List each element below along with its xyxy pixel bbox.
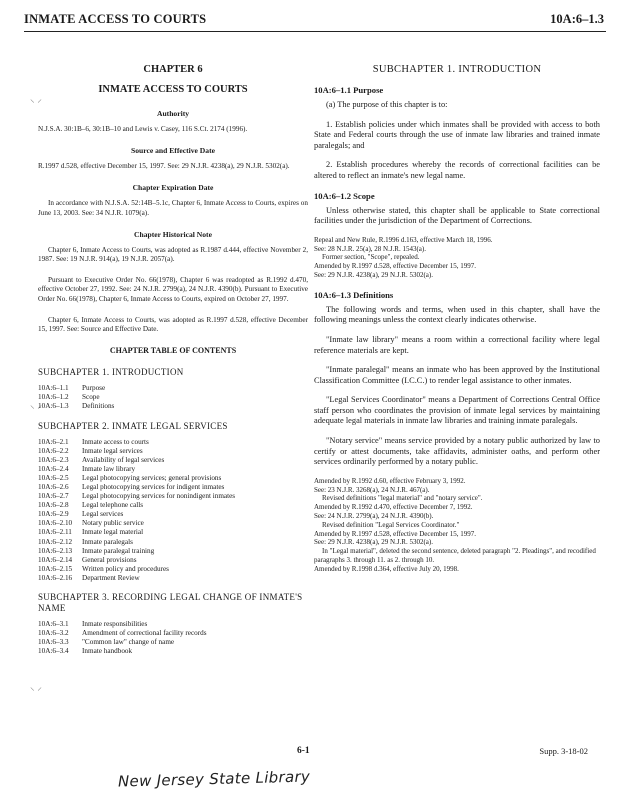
toc-entry-number: 10A:6–1.3 xyxy=(38,402,69,411)
toc-entry xyxy=(38,510,308,519)
scan-mark: ⸜ ⸝ xyxy=(30,683,42,693)
header-section-number: 10A:6–1.3 xyxy=(550,12,604,26)
toc-entry-title: Scope xyxy=(82,393,100,402)
source-heading: Source and Effective Date xyxy=(130,146,215,156)
source-text: R.1997 d.528, effective December 15, 1997. See: 29 N.J.R. 4238(a), 29 N.J.R. 5302(a). xyxy=(38,162,290,171)
toc-entry-number: 10A:6–2.3 xyxy=(38,455,69,464)
toc-entry xyxy=(38,538,308,547)
toc-entry-number: 10A:6–3.3 xyxy=(38,638,69,647)
toc-entry xyxy=(38,519,308,528)
definition-paragraph: "Inmate law library" means a room within a correctional facility where legal reference materials are kept. xyxy=(314,334,600,355)
toc-entry-title: Inmate legal material xyxy=(82,528,144,537)
definition-paragraph: "Legal Services Coordinator" means a Department of Corrections Central Office staff person who coordinates the provision of inmate legal services by maintaining adequate legal materials in inmate law libraries and training inmate paralegals. xyxy=(314,395,600,426)
historical-note-paragraph: Pursuant to Executive Order No. 66(1978), Chapter 6 was readopted as R.1992 d.470, effective October 27, 1992. See: 24 N.J.R. 2799(a), 24 N.J.R. 4390(b). Pursuant to Executive Order No. 66(1978), Chapter 6, Inmate Access to Courts, expired on October 27, 1997. xyxy=(38,276,308,303)
right-column xyxy=(314,64,600,574)
toc-entry-title: Legal photocopying services for nonindigent inmates xyxy=(82,492,236,501)
toc-entry-number: 10A:6–2.14 xyxy=(38,555,73,564)
toc-entry xyxy=(38,492,308,501)
toc-entry-number: 10A:6–1.1 xyxy=(38,384,69,393)
toc-entry xyxy=(38,565,308,574)
history-line: Amended by R.1997 d.528, effective December 15, 1997. xyxy=(314,262,476,271)
toc-entry-title: Inmate handbook xyxy=(82,647,133,656)
toc-entry-title: Legal photocopying services; general provisions xyxy=(82,473,222,482)
toc-entry-title: "Common law" change of name xyxy=(82,638,175,647)
history-line: In "Legal material", deleted the second sentence, deleted paragraph "2. Pleadings", and recodified paragraphs 3. through 11. as 2. through 10. xyxy=(314,547,596,565)
history-line: Amended by R.1992 d.470, effective December 7, 1992. xyxy=(314,503,473,512)
toc-entry-number: 10A:6–2.11 xyxy=(38,528,72,537)
definitions-list xyxy=(314,335,600,468)
history-line: Revised definition "Legal Services Coordinator." xyxy=(322,520,460,529)
scan-mark: ⸜ ⸝ xyxy=(30,401,42,411)
toc-entry-title: Legal photocopying services for indigent inmates xyxy=(82,482,225,491)
library-stamp: New Jersey State Library xyxy=(117,767,311,791)
history-line: See: 29 N.J.R. 4238(a), 29 N.J.R. 5302(a). xyxy=(314,270,433,279)
history-line: See: 23 N.J.R. 3268(a), 24 N.J.R. 467(a). xyxy=(314,485,430,494)
history-line: Repeal and New Rule, R.1996 d.163, effective March 18, 1996. xyxy=(314,235,493,244)
history-line: Amended by R.1997 d.528, effective December 15, 1997. xyxy=(314,529,476,538)
toc-entry xyxy=(38,447,308,456)
toc-entry xyxy=(38,638,308,647)
toc-entry xyxy=(38,393,308,402)
toc-entry-title: Inmate paralegals xyxy=(82,537,133,546)
toc-entry-number: 10A:6–2.4 xyxy=(38,464,69,473)
toc-entry-title: Purpose xyxy=(82,384,106,393)
subchapter-heading: SUBCHAPTER 1. INTRODUCTION xyxy=(372,64,542,75)
toc-entry-number: 10A:6–2.10 xyxy=(38,519,73,528)
toc-subchapter-title: SUBCHAPTER 3. RECORDING LEGAL CHANGE OF INMATE'S NAME xyxy=(38,592,303,614)
toc-entry-title: Definitions xyxy=(82,402,115,411)
history-line: See: 29 N.J.R. 4238(a), 29 N.J.R. 5302(a). xyxy=(314,538,433,547)
history-line: See: 24 N.J.R. 2799(a), 24 N.J.R. 4390(b). xyxy=(314,512,434,521)
purpose-intro: (a) The purpose of this chapter is to: xyxy=(326,100,448,109)
toc-entry xyxy=(38,465,308,474)
section-heading-purpose: 10A:6–1.1 Purpose xyxy=(314,85,384,95)
toc-entry-title: Inmate law library xyxy=(82,464,136,473)
toc-entry-number: 10A:6–2.9 xyxy=(38,510,69,519)
table-of-contents xyxy=(38,367,308,665)
toc-entry-title: Availability of legal services xyxy=(82,455,165,464)
toc-entry xyxy=(38,620,308,629)
definitions-history-note xyxy=(314,477,600,574)
toc-entry-title: Amendment of correctional facility records xyxy=(82,629,207,638)
purpose-item: 1. Establish policies under which inmates shall be provided with access to both State and Federal courts through the use of inmate law libraries and trained inmate paralegals; and xyxy=(314,119,600,150)
toc-entry-number: 10A:6–2.13 xyxy=(38,546,73,555)
toc-entry-title: General provisions xyxy=(82,555,137,564)
history-line: See: 28 N.J.R. 25(a), 28 N.J.R. 1543(a). xyxy=(314,244,426,253)
history-line: Amended by R.1992 d.60, effective February 3, 1992. xyxy=(314,476,466,485)
scope-text: Unless otherwise stated, this chapter shall be applicable to State correctional facilities under the jurisdiction of the Department of Corrections. xyxy=(314,205,600,226)
historical-note-paragraph: Chapter 6, Inmate Access to Courts, was adopted as R.1997 d.528, effective December 15, 1997. See: Source and Effective Date. xyxy=(38,315,308,334)
history-line: Amended by R.1998 d.364, effective July 20, 1998. xyxy=(314,564,459,573)
toc-entry-number: 10A:6–2.1 xyxy=(38,437,69,446)
historical-note-heading: Chapter Historical Note xyxy=(134,229,212,239)
supplement-date: Supp. 3-18-02 xyxy=(539,746,588,756)
toc-entry xyxy=(38,501,308,510)
toc-entry-number: 10A:6–3.1 xyxy=(38,620,69,629)
toc-entry xyxy=(38,402,308,411)
history-line: Revised definitions "legal material" and "notary service". xyxy=(322,494,483,503)
definition-paragraph: "Notary service" means service provided by a notary public authorized by law to certify or attest documents, take affidavits, administer oaths, and perform other services ordinarily performed by a notary public. xyxy=(314,436,600,467)
authority-heading: Authority xyxy=(156,109,190,118)
scope-history-note xyxy=(314,236,600,280)
toc-entry-number: 10A:6–3.4 xyxy=(38,647,69,656)
toc-entry xyxy=(38,384,308,393)
page-number: 6-1 xyxy=(297,746,310,756)
toc-entry xyxy=(38,574,308,583)
purpose-item: 2. Establish procedures whereby the records of correctional facilities can be altered to reflect an inmate's new legal name. xyxy=(314,160,600,180)
scan-mark: ⸜ ⸝ xyxy=(30,95,42,105)
toc-entry-number: 10A:6–2.8 xyxy=(38,501,69,510)
toc-entry-number: 10A:6–2.7 xyxy=(38,492,69,501)
definitions-intro: The following words and terms, when used in this chapter, shall have the following meanings unless the context clearly indicates otherwise. xyxy=(314,304,600,325)
toc-entry-title: Legal telephone calls xyxy=(82,501,144,510)
toc-entry xyxy=(38,556,308,565)
chapter-number: CHAPTER 6 xyxy=(143,64,203,75)
toc-entry-title: Inmate paralegal training xyxy=(82,546,155,555)
toc-entry-number: 10A:6–2.12 xyxy=(38,537,73,546)
toc-entry xyxy=(38,629,308,638)
toc-entry-number: 10A:6–2.5 xyxy=(38,473,69,482)
toc-entry xyxy=(38,456,308,465)
toc-entry-title: Inmate responsibilities xyxy=(82,620,148,629)
toc-subchapter-title: SUBCHAPTER 2. INMATE LEGAL SERVICES xyxy=(38,420,228,431)
toc-heading: CHAPTER TABLE OF CONTENTS xyxy=(109,346,237,356)
toc-entry-title: Written policy and procedures xyxy=(82,564,169,573)
toc-entry xyxy=(38,647,308,656)
toc-entry-title: Legal services xyxy=(82,510,124,519)
toc-entry-title: Notary public service xyxy=(82,519,144,528)
section-heading-scope: 10A:6–1.2 Scope xyxy=(314,190,375,201)
toc-entry-number: 10A:6–1.2 xyxy=(38,393,69,402)
toc-entry-number: 10A:6–2.15 xyxy=(38,564,73,573)
toc-entry xyxy=(38,547,308,556)
header-title: INMATE ACCESS TO COURTS xyxy=(24,12,207,26)
header-rule xyxy=(24,31,606,32)
toc-entry xyxy=(38,438,308,447)
toc-entry xyxy=(38,528,308,537)
left-column xyxy=(38,64,308,665)
toc-entry-title: Department Review xyxy=(82,573,140,582)
toc-entry-title: Inmate legal services xyxy=(82,446,143,455)
definition-paragraph: "Inmate paralegal" means an inmate who has been approved by the Institutional Classification Committee (I.C.C.) to render legal assistance to other inmates. xyxy=(314,365,600,385)
section-heading-definitions: 10A:6–1.3 Definitions xyxy=(314,289,394,300)
toc-entry-number: 10A:6–2.6 xyxy=(38,482,69,491)
toc-entry-number: 10A:6–2.2 xyxy=(38,446,69,455)
toc-entry-title: Inmate access to courts xyxy=(82,437,149,446)
toc-entry xyxy=(38,474,308,483)
toc-entry-number: 10A:6–3.2 xyxy=(38,629,69,638)
authority-text: N.J.S.A. 30:1B–6, 30:1B–10 and Lewis v. Casey, 116 S.Ct. 2174 (1996). xyxy=(38,125,248,133)
history-line: Former section, "Scope", repealed. xyxy=(322,253,420,262)
toc-entry xyxy=(38,483,308,492)
toc-entry-number: 10A:6–2.16 xyxy=(38,573,73,582)
toc-subchapter-title: SUBCHAPTER 1. INTRODUCTION xyxy=(38,367,184,378)
expiration-text: In accordance with N.J.S.A. 52:14B–5.1c, Chapter 6, Inmate Access to Courts, expires on June 13, 2003. See: 34 N.J.R. 1079(a). xyxy=(38,199,308,217)
running-header xyxy=(24,12,604,30)
chapter-title: INMATE ACCESS TO COURTS xyxy=(98,84,248,95)
expiration-heading: Chapter Expiration Date xyxy=(132,183,214,193)
historical-note-paragraph: Chapter 6, Inmate Access to Courts, was adopted as R.1987 d.444, effective November 2, 1987. See: 19 N.J.R. 914(a), 19 N.J.R. 2057(a). xyxy=(38,245,308,264)
